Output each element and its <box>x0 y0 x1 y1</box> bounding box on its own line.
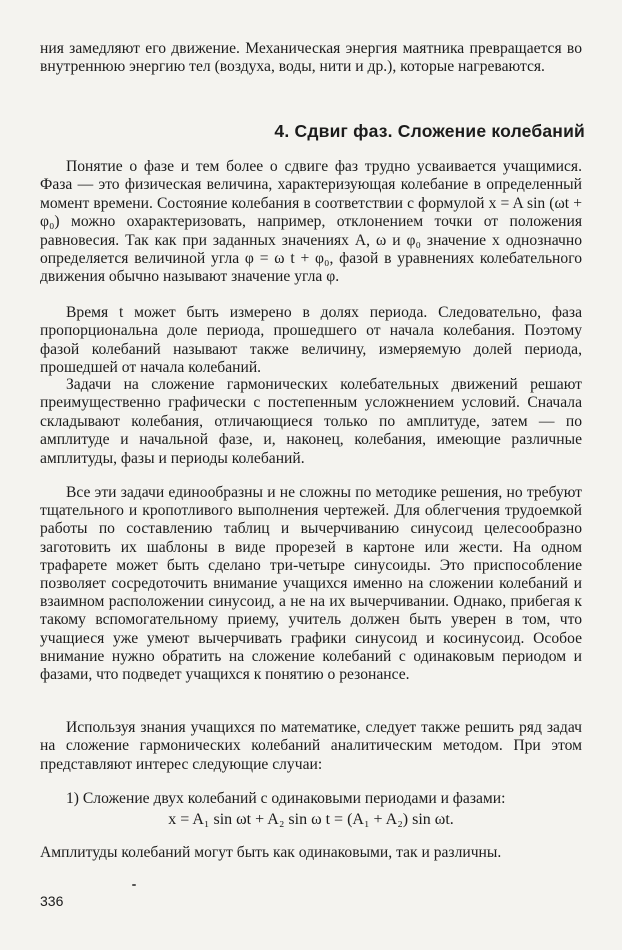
print-speck <box>132 884 136 886</box>
paragraph-addition-tasks: Задачи на сложение гармонических колебательных движений решают преимущественно графически с постепенным усложнением условий. Сначала складывают колебания, отличающиеся только по амплитуде, затем — по амплитуде и начальной фазе, и, наконец, колебания, имеющие различные амплитуды, фазы и периоды колебаний. <box>40 376 582 467</box>
paragraph-amplitudes-note: Амплитуды колебаний могут быть как одинаковыми, так и различны. <box>40 844 502 861</box>
paragraph-case-1: 1) Сложение двух колебаний с одинаковыми периодами и фазами: <box>66 790 506 807</box>
paragraph-method-notes: Все эти задачи единообразны и не сложны по методике решения, но требуют тщательного и кропотливого выполнения чертежей. Для облегчения трудоемкой работы по составлению таблиц и вычерчиванию синусоид целесообразно заготовить их шаблоны в виде прорезей в картоне или жести. На одном трафарете может быть сделано три-четыре синусоиды. Это приспособление позволяет сосредоточить внимание учащихся именно на сложении колебаний и взаимном расположении синусоид, а не на их вычерчивании. Однако, прибегая к такому вспомогательному приему, учитель должен быть уверен в том, что учащиеся уже умеют вычерчивать графики синусоид и косинусоид. Особое внимание нужно обратить на сложение колебаний с одинаковым периодом и фазами, что подведет учащихся к понятию о резонансе. <box>40 484 582 684</box>
paragraph-phase-concept: Понятие о фазе и тем более о сдвиге фаз трудно усваивается учащимися. Фаза — это физическая величина, характеризующая колебание в определенный момент времени. Состояние колебания в соответствии с формулой x = A sin (ωt + φ₀) можно охарактеризовать, например, отклонением точки от положения равновесия. Так как при заданных значениях A, ω и φ₀ значение x однозначно определяется величиной угла φ = ω t + φ₀, фазой в уравнениях колебательного движения обычно называют значение угла φ. <box>40 158 582 286</box>
intro-paragraph: ния замедляют его движение. Механическая энергия маятника превращается во внутреннюю энергию тел (воздуха, воды, нити и др.), которые нагреваются. <box>40 40 582 76</box>
page-number: 336 <box>40 893 64 909</box>
paragraph-analytic-method: Используя знания учащихся по математике, следует также решить ряд задач на сложение гармонических колебаний аналитическим методом. При этом представляют интерес следующие случаи: <box>40 719 582 773</box>
section-heading: 4. Сдвиг фаз. Сложение колебаний <box>274 121 585 141</box>
paragraph-time-in-periods: Время t может быть измерено в долях периода. Следовательно, фаза пропорциональна доле периода, прошедшего от начала колебания. Поэтому фазой колебаний называют также величину, измеряемую долей периода, прошедшей от начала колебаний. <box>40 304 582 377</box>
formula-sum-of-oscillations: x = A₁ sin ωt + A₂ sin ω t = (A₁ + A₂) sin ωt. <box>168 811 454 828</box>
